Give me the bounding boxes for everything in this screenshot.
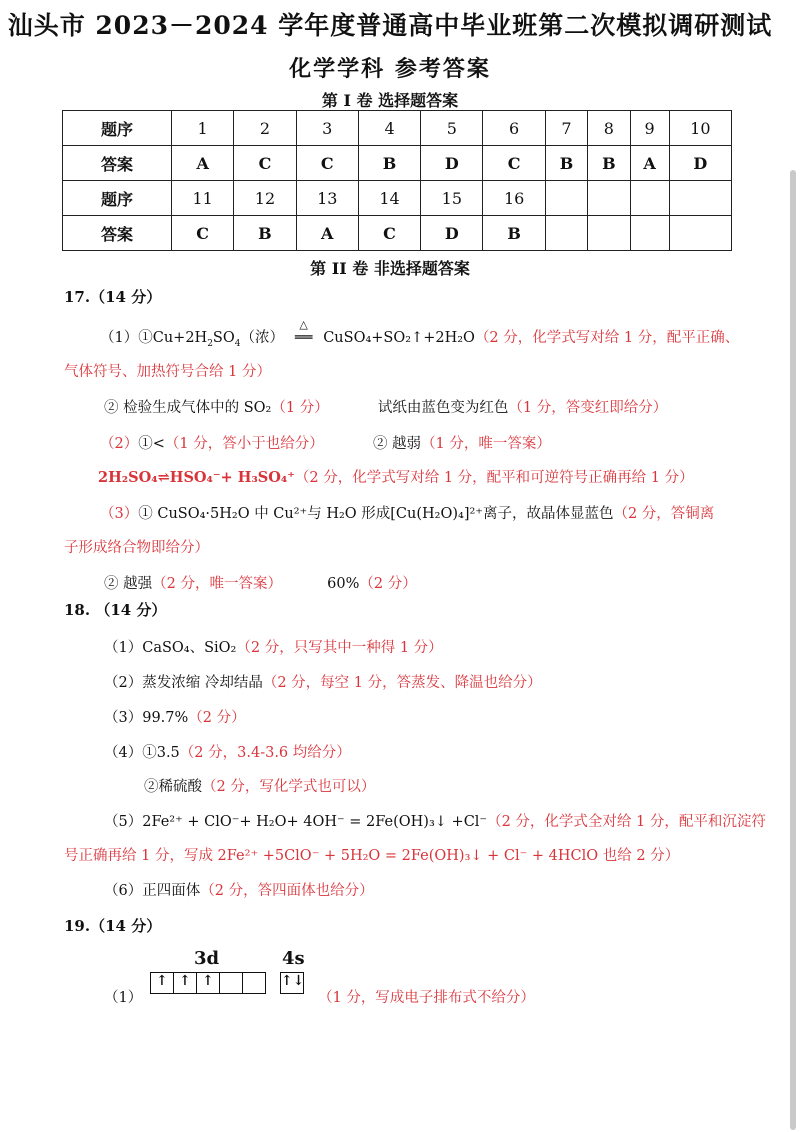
answer-cell — [545, 216, 587, 251]
question-number — [545, 181, 587, 216]
q17-equilibrium-score: （2 分，化学式写对给 1 分，配平和可逆符号正确再给 1 分） — [294, 470, 694, 486]
q17-line6 — [100, 504, 714, 524]
q18-part4: （4）①3.5 — [104, 745, 180, 761]
answer-cell: B — [545, 146, 587, 181]
answer-label: 答案 — [63, 146, 172, 181]
q17-part3-score-cont: 子形成络合物即给分） — [64, 540, 209, 556]
q17-line1 — [100, 318, 740, 354]
q18-line6 — [104, 812, 766, 832]
q17-part2-number: （2） — [100, 436, 139, 452]
answer-cell — [588, 216, 630, 251]
delta-symbol: △ — [299, 318, 308, 331]
answer-cell: B — [234, 216, 296, 251]
q17-equilibrium-eq: 2H₂SO₄⇌HSO₄⁻+ H₃SO₄⁺ — [98, 469, 295, 486]
multiple-choice-answer-table — [62, 110, 732, 251]
answer-cell: B — [358, 146, 420, 181]
answer-cell: C — [483, 146, 545, 181]
q18-part3: （3）99.7% — [104, 710, 189, 726]
question-number: 13 — [296, 181, 358, 216]
q18-part2-score: （2 分，每空 1 分，答蒸发、降温也给分） — [262, 675, 542, 691]
answer-cell: D — [669, 146, 731, 181]
q19-heading: 19.（14 分） — [64, 917, 162, 935]
q17-part3-b-score: （2 分，唯一答案） — [152, 576, 282, 592]
answer-cell: C — [172, 216, 234, 251]
question-number: 2 — [234, 111, 296, 146]
q17-heading: 17.（14 分） — [64, 288, 162, 306]
question-number: 10 — [669, 111, 731, 146]
q17-eq-left: ①Cu+2H — [138, 330, 208, 346]
orbital-box — [220, 973, 243, 993]
answer-cell: A — [630, 146, 669, 181]
question-number: 6 — [483, 111, 545, 146]
question-number: 1 — [172, 111, 234, 146]
answer-cell — [669, 216, 731, 251]
q18-line3 — [104, 708, 246, 728]
question-number: 7 — [545, 111, 587, 146]
q19-part1-number: （1） — [104, 990, 143, 1006]
answer-cell: B — [483, 216, 545, 251]
question-label: 题序 — [63, 181, 172, 216]
q17-part2-a: ①< — [138, 436, 165, 452]
q17-sub2-score: （1 分） — [271, 400, 329, 416]
question-number: 4 — [358, 111, 420, 146]
question-number: 12 — [234, 181, 296, 216]
q17-eq-right: CuSO₄+SO₂↑+2H₂O — [323, 330, 475, 346]
answer-label: 答案 — [63, 216, 172, 251]
orbital-3d-label: 3d — [194, 948, 220, 969]
vertical-scrollbar[interactable] — [790, 170, 796, 1130]
answer-cell: A — [296, 216, 358, 251]
q17-part3-b: ② 越强 — [104, 576, 153, 592]
q17-score-note: （2 分，化学式写对给 1 分，配平正确、 — [474, 330, 740, 346]
q17-line8 — [104, 574, 417, 594]
question-number — [588, 181, 630, 216]
q17-eq-mid: SO — [212, 330, 235, 346]
q18-part6-score: （2 分，答四面体也给分） — [200, 883, 374, 899]
q17-score-note-cont: 气体符号、加热符号合给 1 分） — [64, 364, 271, 380]
question-number-row — [63, 111, 732, 146]
orbital-box: ↑ — [174, 973, 197, 993]
q18-part4-score: （2 分，3.4-3.6 均给分） — [179, 745, 351, 761]
orbital-box — [243, 973, 265, 993]
q17-eq-conc: （浓） — [240, 330, 284, 346]
q18-part4b: ②稀硫酸 — [144, 779, 202, 795]
q17-line5 — [98, 468, 694, 488]
answer-cell: C — [296, 146, 358, 181]
q18-part3-score: （2 分） — [188, 710, 246, 726]
q18-part5: （5）2Fe²⁺ + ClO⁻+ H₂O+ 4OH⁻ = 2Fe(OH)₃↓ +Cl⁻ — [104, 814, 488, 830]
q17-part1-number: （1） — [100, 330, 139, 346]
q18-part6: （6）正四面体 — [104, 883, 201, 899]
q18-line5 — [144, 777, 375, 797]
exam-subtitle: 化学学科 参考答案 — [289, 56, 491, 82]
part1-heading: 第 I 卷 选择题答案 — [321, 91, 459, 110]
answer-cell — [630, 216, 669, 251]
q18-line2 — [104, 673, 542, 693]
orbital-4s-label: 4s — [282, 948, 305, 969]
exam-title: 汕头市 2023－2024 学年度普通高中毕业班第二次模拟调研测试 — [7, 11, 773, 40]
question-label: 题序 — [63, 111, 172, 146]
q18-part4b-score: （2 分，写化学式也可以） — [202, 779, 376, 795]
q18-part2: （2）蒸发浓缩 冷却结晶 — [104, 675, 263, 691]
orbital-4s-box: ↑↓ — [280, 972, 304, 994]
q17-part2-b: ② 越弱 — [372, 436, 422, 452]
question-number: 9 — [630, 111, 669, 146]
q17-sub2-answer: ② 检验生成气体中的 SO₂ — [104, 400, 272, 416]
question-number: 3 — [296, 111, 358, 146]
q18-part1: （1）CaSO₄、SiO₂ — [104, 640, 237, 656]
question-number: 16 — [483, 181, 545, 216]
q17-line4 — [100, 434, 551, 454]
question-number: 14 — [358, 181, 420, 216]
part2-heading: 第 II 卷 非选择题答案 — [310, 259, 470, 278]
answer-cell: C — [234, 146, 296, 181]
question-number: 11 — [172, 181, 234, 216]
orbital-3d-boxes — [150, 972, 266, 994]
answer-row — [63, 146, 732, 181]
question-number — [669, 181, 731, 216]
question-number: 8 — [588, 111, 630, 146]
q18-line4 — [104, 743, 351, 763]
q18-part5-score: （2 分，化学式全对给 1 分，配平和沉淀符 — [487, 814, 766, 830]
q17-observation-score: （1 分，答变红即给分） — [508, 400, 668, 416]
answer-cell: D — [421, 146, 483, 181]
question-number — [630, 181, 669, 216]
q17-part2-b-score: （1 分，唯一答案） — [421, 436, 551, 452]
q19-part1-score: （1 分，写成电子排布式不给分） — [318, 990, 535, 1006]
answer-cell: C — [358, 216, 420, 251]
q17-part2-a-score: （1 分，答小于也给分） — [164, 436, 324, 452]
question-number: 5 — [421, 111, 483, 146]
question-number: 15 — [421, 181, 483, 216]
q17-observation: 试纸由蓝色变为红色 — [377, 400, 509, 416]
q17-line3 — [104, 398, 667, 418]
q17-part3-text: ① CuSO₄·5H₂O 中 Cu²⁺与 H₂O 形成[Cu(H₂O)₄]²⁺离子，故晶体显蓝色 — [138, 506, 614, 522]
q17-part3-score: （2 分，答铜离 — [613, 506, 715, 522]
q18-line1 — [104, 638, 443, 658]
q17-eq-sub: 4 — [234, 338, 241, 349]
answer-row — [63, 216, 732, 251]
q17-yield: 60% — [327, 576, 360, 592]
heating-equals-sign: △ ══ — [289, 328, 319, 348]
answer-cell: B — [588, 146, 630, 181]
question-number-row — [63, 181, 732, 216]
orbital-box: ↑ — [151, 973, 174, 993]
answer-cell: D — [421, 216, 483, 251]
q17-part3-number: （3） — [100, 506, 139, 522]
q17-yield-score: （2 分） — [359, 576, 417, 592]
q18-heading: 18. （14 分） — [64, 601, 167, 619]
q18-part5-score-cont: 号正确再给 1 分，写成 2Fe²⁺ +5ClO⁻ + 5H₂O = 2Fe(OH)₃↓ + Cl⁻ + 4HClO 也给 2 分） — [64, 848, 680, 864]
orbital-box: ↑ — [197, 973, 220, 993]
q17-eq-sub: 2 — [207, 338, 213, 349]
q18-line8 — [104, 881, 374, 901]
q18-part1-score: （2 分，只写其中一种得 1 分） — [236, 640, 443, 656]
answer-cell: A — [172, 146, 234, 181]
